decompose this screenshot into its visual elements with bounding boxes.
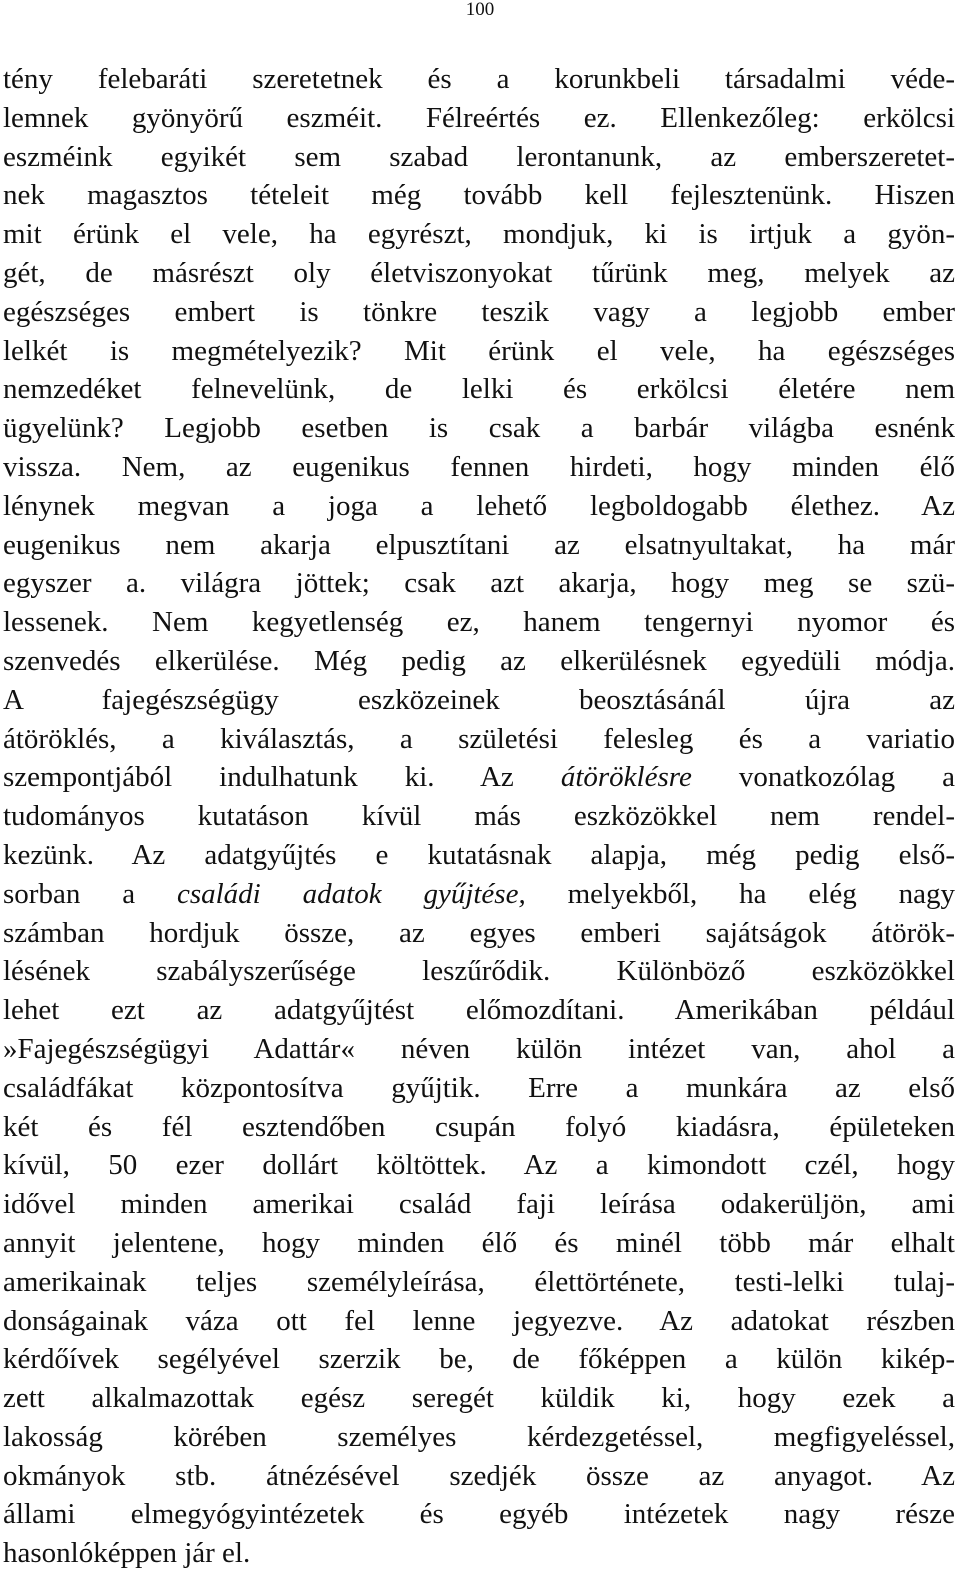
text-segment: két és fél esztendőben csupán folyó kiadásra, épületeken <box>3 1110 955 1143</box>
text-line <box>3 1263 955 1302</box>
text-line <box>3 215 955 254</box>
text-line <box>3 797 955 836</box>
text-line <box>3 99 955 138</box>
text-line <box>3 1418 955 1457</box>
text-line <box>3 526 955 565</box>
text-line <box>3 914 955 953</box>
text-line <box>3 1069 955 1108</box>
text-line <box>3 991 955 1030</box>
text-line <box>3 1457 955 1496</box>
text-line <box>3 720 955 759</box>
text-line <box>3 1340 955 1379</box>
text-line <box>3 952 955 991</box>
text-segment: egészséges embert is tönkre teszik vagy a legjobb ember <box>3 295 955 328</box>
page-number: 100 <box>465 0 495 20</box>
text-line <box>3 1495 955 1534</box>
text-line <box>3 1146 955 1185</box>
text-segment: A fajegészségügy eszközeinek beosztásánál újra az <box>3 683 955 716</box>
text-line <box>3 487 955 526</box>
text-line <box>3 1185 955 1224</box>
emphasized-text: családi adatok gyűjtése, <box>176 877 526 910</box>
text-line <box>3 293 955 332</box>
text-segment: lakosság körében személyes kérdezgetéssel, megfigyeléssel, <box>3 1420 955 1453</box>
text-segment: lessenek. Nem kegyetlenség ez, hanem tengernyi nyomor és <box>3 606 955 639</box>
text-segment: hasonlóképpen jár el. <box>3 1537 251 1570</box>
text-segment: lésének szabályszerűsége leszűrődik. Különböző eszközökkel <box>3 955 955 988</box>
text-segment: lemnek gyönyörű eszméit. Félreértés ez. Ellenkezőleg: erkölcsi <box>3 101 955 134</box>
text-segment: családfákat központosítva gyűjtik. Erre a munkára az első <box>3 1071 955 1104</box>
text-segment: tudományos kutatáson kívül más eszközökkel nem rendel- <box>3 800 955 833</box>
text-segment: zett alkalmazottak egész seregét küldik ki, hogy ezek a <box>3 1382 955 1415</box>
text-line <box>3 60 955 99</box>
emphasized-text: átöröklésre <box>560 761 692 794</box>
text-line <box>3 1030 955 1069</box>
text-segment: állami elmegyógyintézetek és egyéb intézetek nagy része <box>3 1498 955 1531</box>
text-segment: lelkét is megmételyezik? Mit érünk el vele, ha egészséges <box>3 334 955 367</box>
text-segment: nemzedéket felnevelünk, de lelki és erkölcsi életére nem <box>3 373 955 406</box>
text-line <box>3 681 955 720</box>
text-line <box>3 1108 955 1147</box>
text-segment: annyit jelentene, hogy minden élő és minél több már elhalt <box>3 1226 955 1259</box>
text-segment: átöröklés, a kiválasztás, a születési felesleg és a variatio <box>3 722 955 755</box>
text-segment: amerikainak teljes személyleírása, élettörténete, testi-lelki tulaj- <box>3 1265 955 1298</box>
text-line <box>3 176 955 215</box>
text-segment: kívül, 50 ezer dollárt költöttek. Az a kimondott czél, hogy <box>3 1149 955 1182</box>
text-segment: lénynek megvan a joga a lehető legboldogabb élethez. Az <box>3 489 955 522</box>
text-segment: melyekből, ha elég nagy <box>525 877 955 910</box>
text-segment: donságainak váza ott fel lenne jegyezve. Az adatokat részben <box>3 1304 955 1337</box>
text-line <box>3 409 955 448</box>
text-segment: kérdőívek segélyével szerzik be, de főképpen a külön kikép- <box>3 1343 955 1376</box>
text-line <box>3 564 955 603</box>
text-line <box>3 603 955 642</box>
text-segment: szempontjából indulhatunk ki. Az <box>3 761 561 794</box>
text-segment: »Fajegészségügyi Adattár« néven külön intézet van, ahol a <box>3 1032 955 1065</box>
text-line <box>3 448 955 487</box>
text-line <box>3 138 955 177</box>
text-segment: sorban a <box>3 877 177 910</box>
text-line <box>3 642 955 681</box>
text-line <box>3 1224 955 1263</box>
text-segment: lehet ezt az adatgyűjtést előmozdítani. Amerikában például <box>3 994 955 1027</box>
text-line <box>3 1379 955 1418</box>
text-segment: vonatkozólag a <box>691 761 955 794</box>
text-segment: kezünk. Az adatgyűjtés e kutatásnak alapja, még pedig első- <box>3 838 955 871</box>
text-line <box>3 836 955 875</box>
text-line <box>3 875 955 914</box>
text-line <box>3 332 955 371</box>
text-segment: idővel minden amerikai család faji leírása odakerüljön, ami <box>3 1188 955 1221</box>
text-line <box>3 1534 955 1573</box>
text-segment: tény felebaráti szeretetnek és a korunkbeli társadalmi véde- <box>3 63 955 95</box>
text-segment: eszméink egyikét sem szabad lerontanunk, az emberszeretet- <box>3 140 955 173</box>
text-line <box>3 370 955 409</box>
text-segment: szenvedés elkerülése. Még pedig az elkerülésnek egyedüli módja. <box>3 644 955 677</box>
text-line <box>3 758 955 797</box>
text-line <box>3 254 955 293</box>
text-segment: eugenikus nem akarja elpusztítani az elsatnyultakat, ha már <box>3 528 955 561</box>
text-segment: nek magasztos tételeit még tovább kell fejlesztenünk. Hiszen <box>3 179 955 212</box>
text-segment: ügyelünk? Legjobb esetben is csak a barbár világba esnénk <box>3 412 955 445</box>
text-segment: vissza. Nem, az eugenikus fennen hirdeti, hogy minden élő <box>3 450 955 483</box>
body-text <box>3 60 955 1573</box>
text-segment: mit érünk el vele, ha egyrészt, mondjuk, ki is irtjuk a gyön- <box>3 218 955 251</box>
text-segment: számban hordjuk össze, az egyes emberi sajátságok átörök- <box>3 916 955 949</box>
text-segment: okmányok stb. átnézésével szedjék össze az anyagot. Az <box>3 1459 955 1492</box>
text-segment: egyszer a. világra jöttek; csak azt akarja, hogy meg se szü- <box>3 567 955 600</box>
text-line <box>3 1302 955 1341</box>
text-segment: gét, de másrészt oly életviszonyokat tűrünk meg, melyek az <box>3 256 955 289</box>
